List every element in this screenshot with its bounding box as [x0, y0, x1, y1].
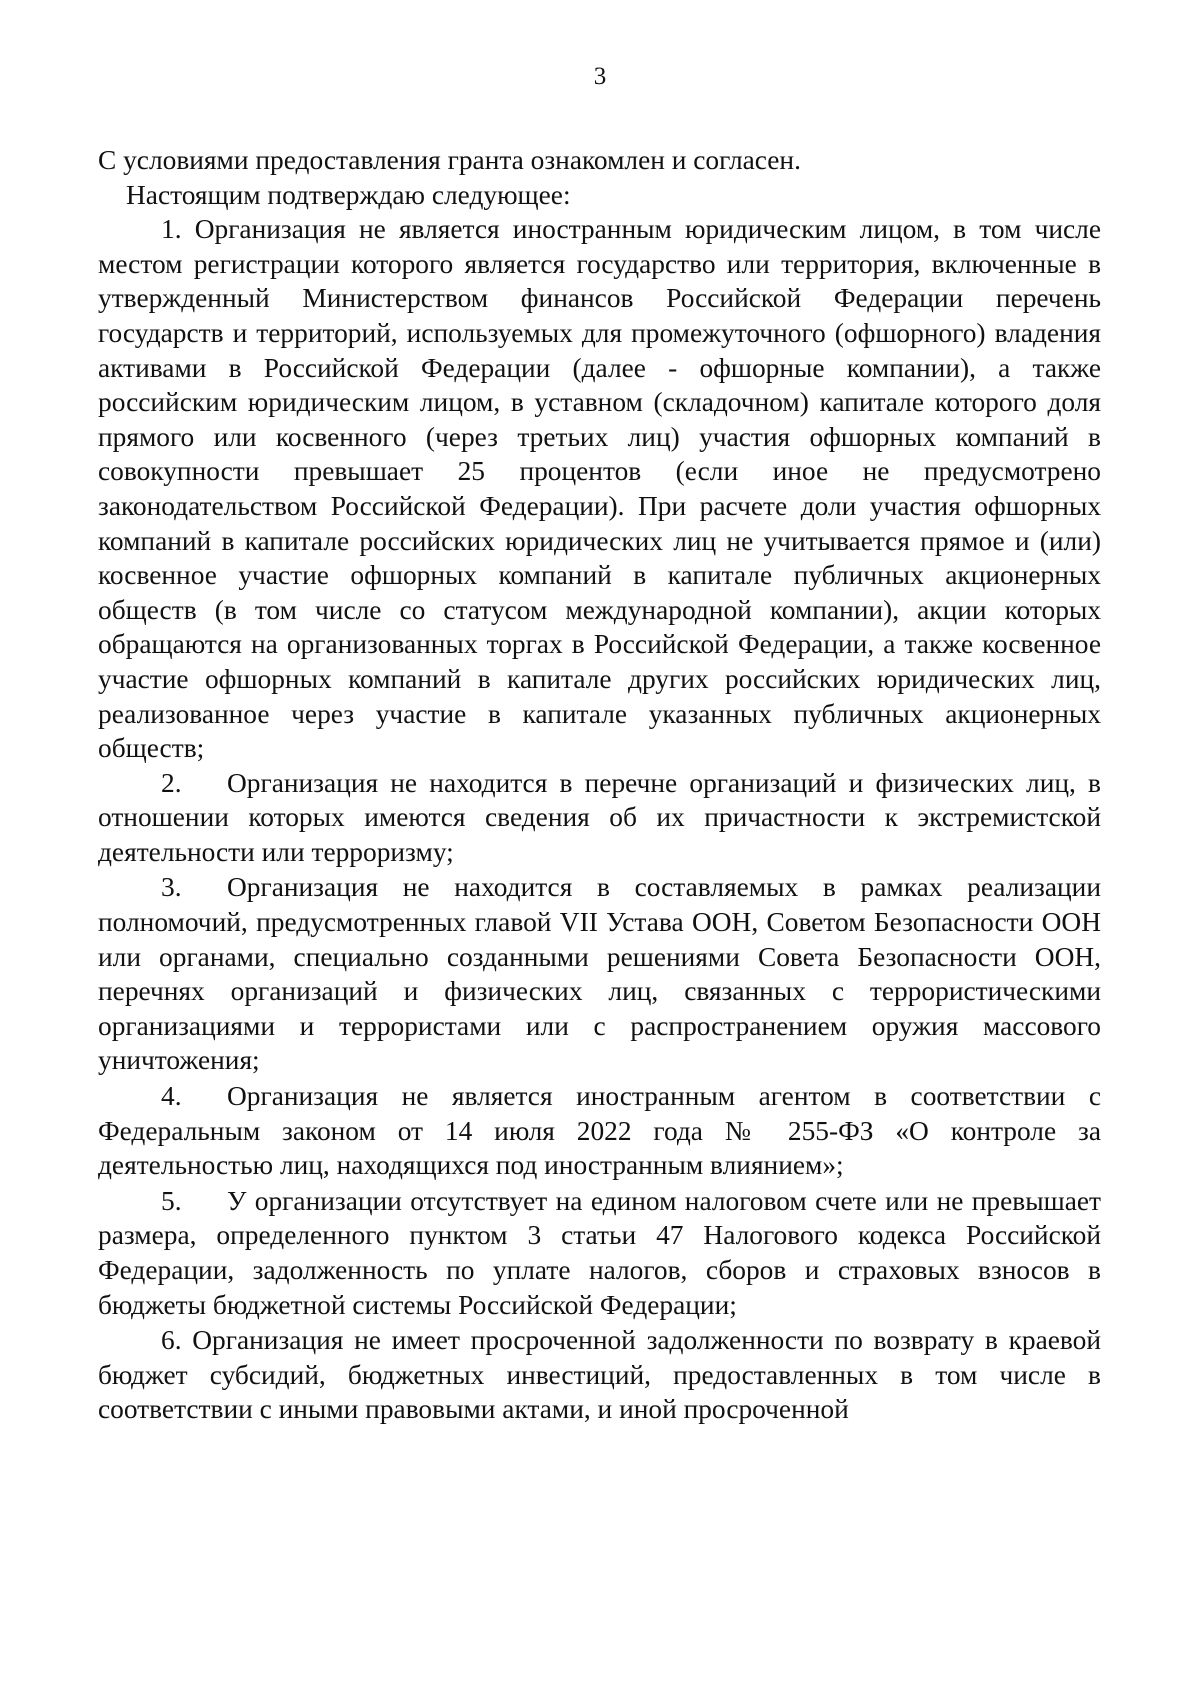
item-4-text: Организация не является иностранным агентом в соответствии с Федеральным законом от 14 июля 2022 года № 255-ФЗ «О контроле за деятельностью лиц, находящихся под иностранным влиянием»; — [98, 1081, 1101, 1181]
item-3-paragraph — [98, 870, 1101, 1078]
item-2-number: 2. — [161, 767, 182, 798]
item-5-number: 5. — [161, 1185, 182, 1216]
item-5-text: У организации отсутствует на едином налоговом счете или не превышает размера, определенного пунктом 3 статьи 47 Налогового кодекса Российской Федерации, задолженность по уплате налогов, сборов и страховых взносов в бюджеты бюджетной системы Российской Федерации; — [98, 1185, 1101, 1320]
item-1-paragraph: 1. Организация не является иностранным юридическим лицом, в том числе местом регистрации которого является государство или территория, включенные в утвержденный Министерством финансов Российской Федерации перечень государств и территорий, используемых для промежуточного (офшорного) владения активами в Российской Федерации (далее - офшорные компании), а также российским юридическим лицом, в уставном (складочном) капитале которого доля прямого или косвенного (через третьих лиц) участия офшорных компаний в совокупности превышает 25 процентов (если иное не предусмотрено законодательством Российской Федерации). При расчете доли участия офшорных компаний в капитале российских юридических лиц не учитывается прямое и (или) косвенное участие офшорных компаний в капитале публичных акционерных обществ (в том числе со статусом международной компании), акции которых обращаются на организованных торгах в Российской Федерации, а также косвенное участие офшорных компаний в капитале других российских юридических лиц, реализованное через участие в капитале указанных публичных акционерных обществ; — [98, 214, 1101, 764]
item-2-paragraph — [98, 766, 1101, 870]
item-6-paragraph: 6. Организация не имеет просроченной задолженности по возврату в краевой бюджет субсидий, бюджетных инвестиций, предоставленных в том числе в соответствии с иными правовыми актами, и иной просроченной — [98, 1325, 1101, 1425]
item-2-text: Организация не находится в перечне организаций и физических лиц, в отношении которых имеются сведения об их причастности к экстремистской деятельности или терроризму; — [98, 767, 1101, 867]
item-4-number: 4. — [161, 1081, 182, 1112]
item-4-paragraph — [98, 1079, 1101, 1183]
document-body — [98, 143, 1101, 1427]
agreement-paragraph: С условиями предоставления гранта ознакомлен и согласен. — [98, 145, 801, 175]
item-5-paragraph — [98, 1184, 1101, 1322]
item-3-text: Организация не находится в составляемых в рамках реализации полномочий, предусмотренных главой VII Устава ООН, Советом Безопасности ООН или органами, специально созданными решениями Совета Безопасности ООН, перечнях организаций и физических лиц, связанных с террористическими организациями и террористами или с распространением оружия массового уничтожения; — [98, 872, 1101, 1076]
item-3-number: 3. — [161, 872, 182, 903]
page-number: 3 — [593, 63, 607, 90]
confirm-intro-paragraph: Настоящим подтверждаю следующее: — [126, 179, 571, 210]
